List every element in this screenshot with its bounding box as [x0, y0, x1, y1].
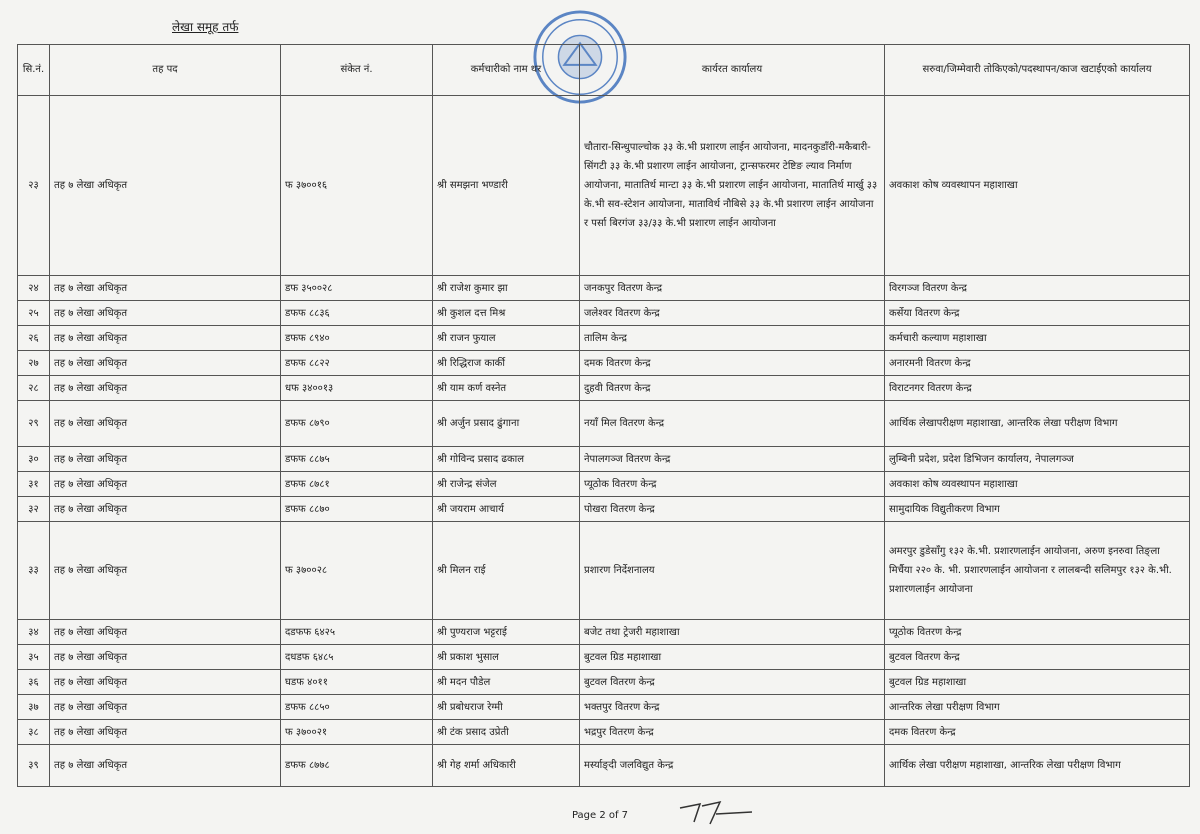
transfer-office-cell: प्यूठोक वितरण केन्द्र: [885, 620, 1190, 645]
current-office-cell: दुहवी वितरण केन्द्र: [580, 376, 885, 401]
header-post: तह पद: [50, 45, 281, 96]
code-cell: डफफ ८७९०: [281, 401, 433, 447]
transfer-office-cell: कर्मचारी कल्याण महाशाखा: [885, 326, 1190, 351]
code-cell: डफफ ८८७५: [281, 447, 433, 472]
transfer-office-cell: अमरपुर डुडेसाँगु १३२ के.भी. प्रशारणलाईन आयोजना, अरुण इनरुवा तिङ्ला मिर्चैया २२० के. भी. प्रशारणलाईन आयोजना र लालबन्दी सलिमपुर १३२ के.भी. प्रशारणलाईन आयोजना: [885, 522, 1190, 620]
employee-name-cell: श्री टंक प्रसाद उप्रेती: [433, 720, 580, 745]
transfer-office-cell: अवकाश कोष व्यवस्थापन महाशाखा: [885, 96, 1190, 276]
header-sn: सि.नं.: [18, 45, 50, 96]
code-cell: डफ ३५००२८: [281, 276, 433, 301]
current-office-cell: जनकपुर वितरण केन्द्र: [580, 276, 885, 301]
table-row: [18, 351, 1190, 376]
transfer-office-cell: विरगञ्ज वितरण केन्द्र: [885, 276, 1190, 301]
employee-name-cell: श्री मदन पौडेल: [433, 670, 580, 695]
page-footer: Page 2 of 7: [571, 810, 629, 821]
employee-name-cell: श्री रिद्धिराज कार्की: [433, 351, 580, 376]
post-cell: तह ७ लेखा अधिकृत: [50, 745, 281, 787]
serial-number-cell: ३०: [18, 447, 50, 472]
post-cell: तह ७ लेखा अधिकृत: [50, 326, 281, 351]
transfer-office-cell: कर्सेया वितरण केन्द्र: [885, 301, 1190, 326]
table-row: [18, 96, 1190, 276]
post-cell: तह ७ लेखा अधिकृत: [50, 276, 281, 301]
serial-number-cell: ३९: [18, 745, 50, 787]
table-row: [18, 326, 1190, 351]
employee-name-cell: श्री गेह शर्मा अधिकारी: [433, 745, 580, 787]
transfer-office-cell: सामुदायिक विद्युतीकरण विभाग: [885, 497, 1190, 522]
current-office-cell: दमक वितरण केन्द्र: [580, 351, 885, 376]
post-cell: तह ७ लेखा अधिकृत: [50, 720, 281, 745]
table-row: [18, 447, 1190, 472]
serial-number-cell: ३८: [18, 720, 50, 745]
post-cell: तह ७ लेखा अधिकृत: [50, 301, 281, 326]
table-row: [18, 472, 1190, 497]
current-office-cell: नयाँ मिल वितरण केन्द्र: [580, 401, 885, 447]
post-cell: तह ७ लेखा अधिकृत: [50, 96, 281, 276]
employee-name-cell: श्री मिलन राई: [433, 522, 580, 620]
table-row: [18, 497, 1190, 522]
post-cell: तह ७ लेखा अधिकृत: [50, 472, 281, 497]
employee-name-cell: श्री पुण्यराज भट्टराई: [433, 620, 580, 645]
transfer-office-cell: आर्थिक लेखापरीक्षण महाशाखा, आन्तरिक लेखा परीक्षण विभाग: [885, 401, 1190, 447]
post-cell: तह ७ लेखा अधिकृत: [50, 695, 281, 720]
code-cell: धफ ३४००१३: [281, 376, 433, 401]
employee-name-cell: श्री प्रकाश भुसाल: [433, 645, 580, 670]
serial-number-cell: २३: [18, 96, 50, 276]
header-transfer-office: सरुवा/जिम्मेवारी तोकिएको/पदस्थापन/काज खटाईएको कार्यालय: [885, 45, 1190, 96]
post-cell: तह ७ लेखा अधिकृत: [50, 497, 281, 522]
code-cell: डफफ ८७८१: [281, 472, 433, 497]
transfer-office-cell: बुटवल वितरण केन्द्र: [885, 645, 1190, 670]
employee-name-cell: श्री प्रबोधराज रेग्मी: [433, 695, 580, 720]
code-cell: डफफ ८८२२: [281, 351, 433, 376]
current-office-cell: जलेश्वर वितरण केन्द्र: [580, 301, 885, 326]
serial-number-cell: ३६: [18, 670, 50, 695]
post-cell: तह ७ लेखा अधिकृत: [50, 620, 281, 645]
table-row: [18, 276, 1190, 301]
serial-number-cell: ३७: [18, 695, 50, 720]
employee-name-cell: श्री कुशल दत्त मिश्र: [433, 301, 580, 326]
code-cell: दडफफ ६४२५: [281, 620, 433, 645]
serial-number-cell: २८: [18, 376, 50, 401]
employee-name-cell: श्री राजेश कुमार झा: [433, 276, 580, 301]
serial-number-cell: २७: [18, 351, 50, 376]
current-office-cell: प्यूठोक वितरण केन्द्र: [580, 472, 885, 497]
employee-name-cell: श्री गोविन्द प्रसाद ढकाल: [433, 447, 580, 472]
transfer-office-cell: बुटवल ग्रिड महाशाखा: [885, 670, 1190, 695]
serial-number-cell: ३५: [18, 645, 50, 670]
table-row: [18, 376, 1190, 401]
transfer-office-cell: आन्तरिक लेखा परीक्षण विभाग: [885, 695, 1190, 720]
current-office-cell: नेपालगञ्ज वितरण केन्द्र: [580, 447, 885, 472]
code-cell: डफफ ८८५०: [281, 695, 433, 720]
transfer-office-cell: दमक वितरण केन्द्र: [885, 720, 1190, 745]
table-row: [18, 720, 1190, 745]
employee-name-cell: श्री समझना भण्डारी: [433, 96, 580, 276]
current-office-cell: मर्स्याङ्दी जलविद्युत केन्द्र: [580, 745, 885, 787]
table-row: [18, 745, 1190, 787]
header-current-office: कार्यरत कार्यालय: [580, 45, 885, 96]
code-cell: फ ३७००२८: [281, 522, 433, 620]
table-row: [18, 620, 1190, 645]
current-office-cell: बुटवल वितरण केन्द्र: [580, 670, 885, 695]
current-office-cell: भक्तपुर वितरण केन्द्र: [580, 695, 885, 720]
post-cell: तह ७ लेखा अधिकृत: [50, 401, 281, 447]
employee-name-cell: श्री राजेन्द्र संजेल: [433, 472, 580, 497]
transfer-office-cell: आर्थिक लेखा परीक्षण महाशाखा, आन्तरिक लेखा परीक्षण विभाग: [885, 745, 1190, 787]
serial-number-cell: ३१: [18, 472, 50, 497]
table-row: [18, 522, 1190, 620]
serial-number-cell: २५: [18, 301, 50, 326]
post-cell: तह ७ लेखा अधिकृत: [50, 522, 281, 620]
table-row: [18, 695, 1190, 720]
serial-number-cell: २४: [18, 276, 50, 301]
current-office-cell: पोखरा वितरण केन्द्र: [580, 497, 885, 522]
transfer-office-cell: अवकाश कोष व्यवस्थापन महाशाखा: [885, 472, 1190, 497]
post-cell: तह ७ लेखा अधिकृत: [50, 670, 281, 695]
transfer-office-cell: लुम्बिनी प्रदेश, प्रदेश डिभिजन कार्यालय, नेपालगञ्ज: [885, 447, 1190, 472]
transfer-office-cell: अनारमनी वितरण केन्द्र: [885, 351, 1190, 376]
table-row: [18, 301, 1190, 326]
code-cell: फ ३७००१६: [281, 96, 433, 276]
code-cell: दधडफ ६४८५: [281, 645, 433, 670]
post-cell: तह ७ लेखा अधिकृत: [50, 447, 281, 472]
current-office-cell: चौतारा-सिन्धुपाल्चोक ३३ के.भी प्रशारण लाईन आयोजना, मादनकुडाँरी-मकैबारी-सिंगटी ३३ के.भी प्रशारण लाईन आयोजना, ट्रान्सफरमर टेष्टिङ ल्याव निर्माण आयोजना, मातातिर्थ मान्टा ३३ के.भी प्रशारण लाईन आयोजना, मातातिर्थ मार्खु ३३ के.भी सव-स्टेशन आयोजना, माताविर्थ नौबिसे ३३ के.भी प्रशारण लाईन आयोजना र पर्सा बिरगंज ३३/३३ के.भी प्रशारण लाईन आयोजना: [580, 96, 885, 276]
table-header-row: [18, 45, 1190, 96]
code-cell: डफफ ८८७०: [281, 497, 433, 522]
code-cell: फ ३७००२१: [281, 720, 433, 745]
employee-name-cell: श्री अर्जुन प्रसाद ढुंगाना: [433, 401, 580, 447]
header-code: संकेत नं.: [281, 45, 433, 96]
current-office-cell: तालिम केन्द्र: [580, 326, 885, 351]
transfer-office-cell: विराटनगर वितरण केन्द्र: [885, 376, 1190, 401]
table-row: [18, 645, 1190, 670]
employee-name-cell: श्री राजन फुयाल: [433, 326, 580, 351]
transfer-table: [17, 44, 1190, 787]
code-cell: घडफ ४०११: [281, 670, 433, 695]
code-cell: डफफ ८७७८: [281, 745, 433, 787]
current-office-cell: बुटवल ग्रिड महाशाखा: [580, 645, 885, 670]
table-row: [18, 670, 1190, 695]
code-cell: डफफ ८८३६: [281, 301, 433, 326]
serial-number-cell: २६: [18, 326, 50, 351]
current-office-cell: बजेट तथा ट्रेजरी महाशाखा: [580, 620, 885, 645]
employee-name-cell: श्री याम कर्ण वस्नेत: [433, 376, 580, 401]
serial-number-cell: ३२: [18, 497, 50, 522]
serial-number-cell: २९: [18, 401, 50, 447]
section-title: लेखा समूह तर्फ: [172, 20, 239, 34]
serial-number-cell: ३४: [18, 620, 50, 645]
header-employee-name: कर्मचारीको नाम थर: [433, 45, 580, 96]
current-office-cell: भद्रपुर वितरण केन्द्र: [580, 720, 885, 745]
current-office-cell: प्रशारण निर्देशनालय: [580, 522, 885, 620]
post-cell: तह ७ लेखा अधिकृत: [50, 645, 281, 670]
post-cell: तह ७ लेखा अधिकृत: [50, 376, 281, 401]
employee-name-cell: श्री जयराम आचार्य: [433, 497, 580, 522]
table-row: [18, 401, 1190, 447]
code-cell: डफफ ८९४०: [281, 326, 433, 351]
post-cell: तह ७ लेखा अधिकृत: [50, 351, 281, 376]
serial-number-cell: ३३: [18, 522, 50, 620]
